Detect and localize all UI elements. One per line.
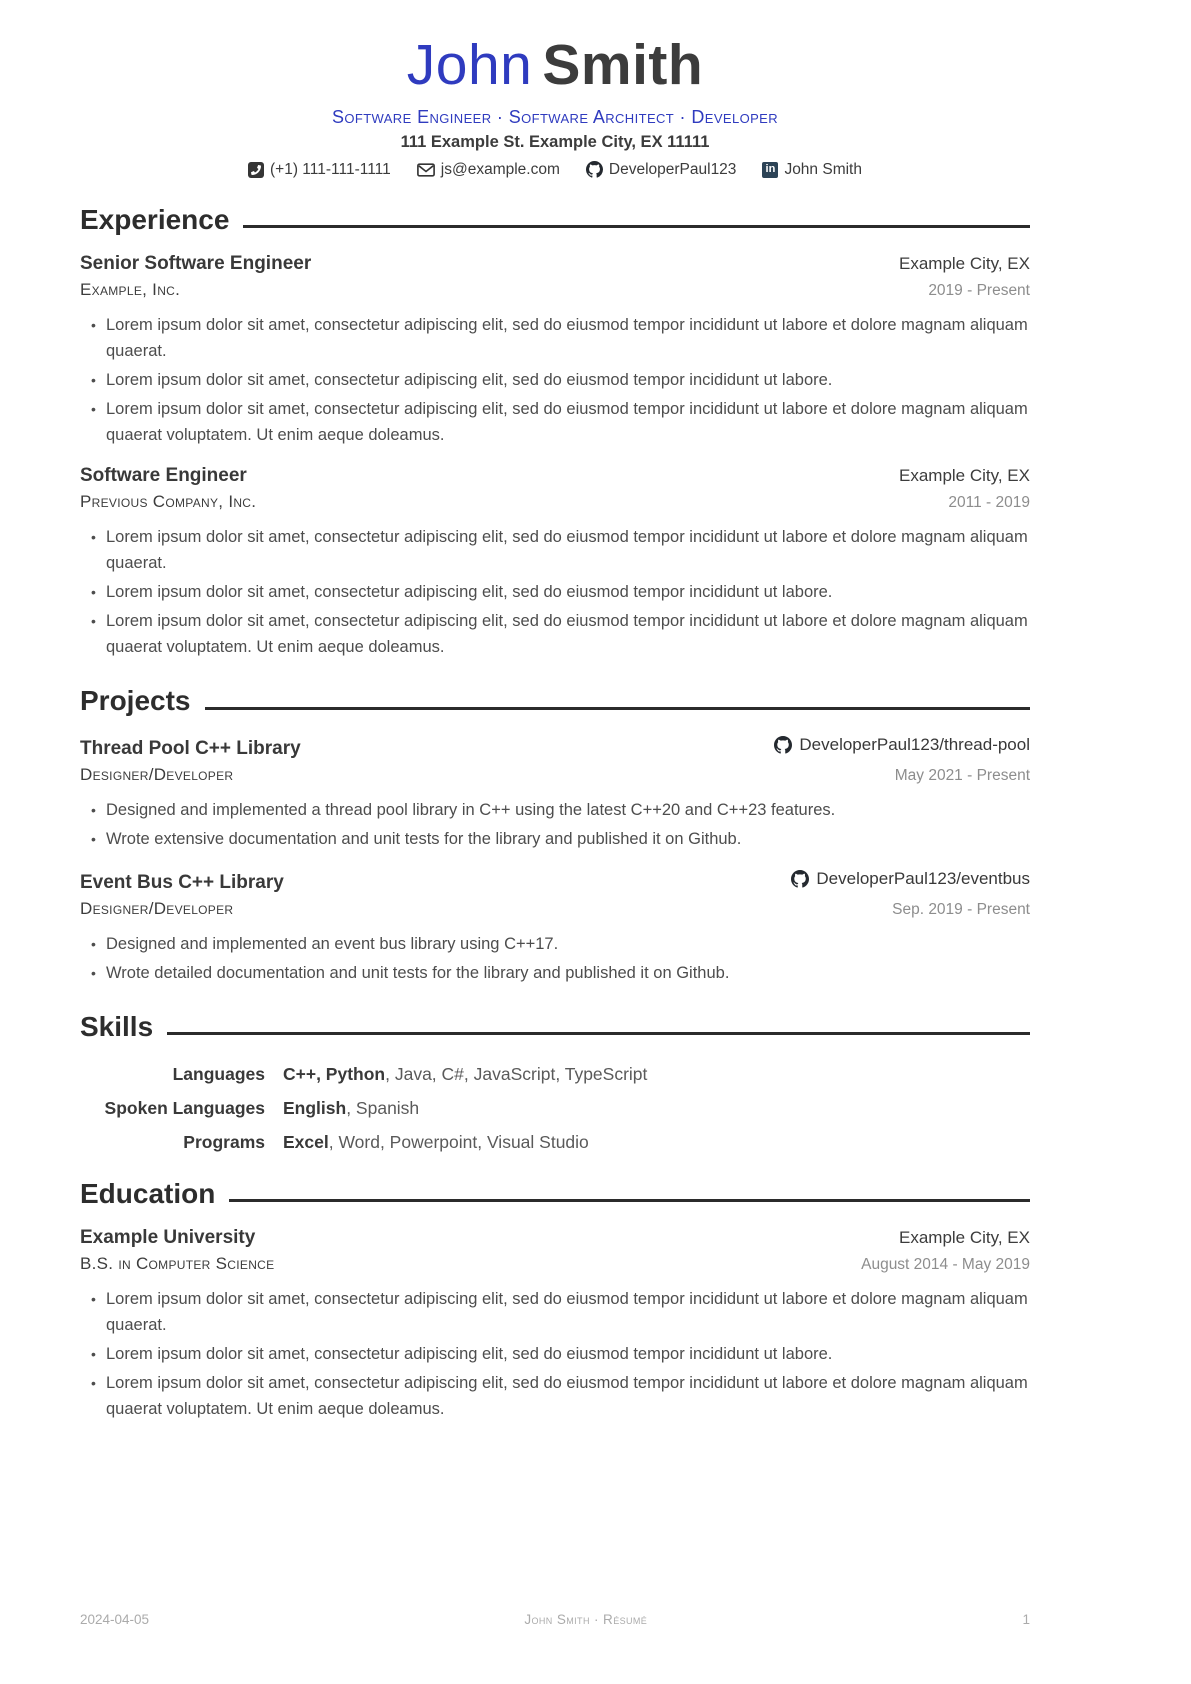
- phone-link[interactable]: [248, 161, 391, 179]
- section-header: [80, 684, 1030, 718]
- bullet-item: • Designed and implemented an event bus library using C++17.: [106, 931, 1030, 957]
- address-line: 111 Example St. Example City, EX 11111: [400, 132, 710, 151]
- job-bullets: [80, 312, 1030, 448]
- skills-table: [80, 1064, 1030, 1153]
- bullet-item: • Wrote detailed documentation and unit tests for the library and published it on Github.: [106, 960, 1030, 986]
- phone-number: (+1) 111-111-1111: [270, 160, 391, 178]
- section-experience: [80, 203, 1030, 661]
- bullet-item: • Lorem ipsum dolor sit amet, consectetur adipiscing elit, sed do eiusmod tempor incididunt ut labore et dolore magnam aliquam quaerat voluptatem. Ut enim aeque doleamus.: [106, 608, 1030, 660]
- job-location: Example City, EX: [898, 254, 1030, 274]
- phone-icon: [248, 162, 264, 178]
- degree: B.S. in Computer Science: [80, 1254, 275, 1274]
- skill-primary: C++, Python: [283, 1063, 386, 1084]
- github-icon: [791, 870, 809, 888]
- skill-primary: Excel: [283, 1131, 329, 1152]
- bullet-item: • Lorem ipsum dolor sit amet, consectetur adipiscing elit, sed do eiusmod tempor incididunt ut labore et dolore magnam aliquam quaerat.: [106, 524, 1030, 576]
- section-education: [80, 1177, 1030, 1423]
- education-entry: [80, 1227, 1030, 1422]
- school-location: Example City, EX: [898, 1228, 1030, 1248]
- resume-header: [80, 34, 1030, 179]
- skill-primary: English: [283, 1097, 347, 1118]
- project-bullets: [80, 931, 1030, 986]
- project-title: Thread Pool C++ Library: [80, 738, 301, 760]
- section-rule: [167, 1032, 1030, 1035]
- job-title: Software Engineer: [80, 465, 247, 487]
- repo-link[interactable]: [791, 869, 1030, 889]
- job-dates: 2011 - 2019: [948, 494, 1030, 512]
- section-rule: [205, 707, 1031, 710]
- tagline: Software Engineer · Software Architect · Developer: [331, 106, 779, 127]
- email-address: js@example.com: [440, 160, 560, 178]
- skill-secondary: , Java, C#, JavaScript, TypeScript: [385, 1063, 648, 1084]
- project-title: Event Bus C++ Library: [80, 872, 284, 894]
- project-entry: [80, 735, 1030, 852]
- first-name: John: [406, 33, 533, 97]
- project-role: Designer/Developer: [80, 765, 234, 785]
- job-title: Senior Software Engineer: [80, 253, 312, 275]
- school-name: Example University: [80, 1227, 256, 1249]
- last-name: Smith: [542, 33, 704, 97]
- skill-value: [283, 1132, 1030, 1153]
- skill-secondary: , Spanish: [346, 1097, 420, 1118]
- skill-label: Programs: [183, 1131, 265, 1152]
- bullet-item: • Wrote extensive documentation and unit tests for the library and published it on Github.: [106, 826, 1030, 852]
- contact-row: [80, 161, 1030, 179]
- footer-page-number: 1: [1022, 1612, 1030, 1627]
- skill-value: [283, 1064, 1030, 1085]
- company-name: Previous Company, Inc.: [80, 492, 257, 512]
- experience-entry: [80, 253, 1030, 448]
- github-icon: [774, 736, 792, 754]
- job-dates: 2019 - Present: [928, 282, 1030, 300]
- bullet-item: • Lorem ipsum dolor sit amet, consectetur adipiscing elit, sed do eiusmod tempor incididunt ut labore et dolore magnam aliquam quaerat voluptatem. Ut enim aeque doleamus.: [106, 1370, 1030, 1422]
- skill-label: Languages: [172, 1063, 265, 1084]
- section-header: [80, 203, 1030, 237]
- section-header: [80, 1177, 1030, 1211]
- section-header: [80, 1010, 1030, 1044]
- bullet-item: • Lorem ipsum dolor sit amet, consectetur adipiscing elit, sed do eiusmod tempor incididunt ut labore.: [106, 1341, 1030, 1367]
- section-rule: [229, 1199, 1030, 1202]
- skill-label: Spoken Languages: [104, 1097, 265, 1118]
- github-icon: [586, 161, 603, 178]
- bullet-item: • Lorem ipsum dolor sit amet, consectetur adipiscing elit, sed do eiusmod tempor incididunt ut labore.: [106, 579, 1030, 605]
- bullet-item: • Lorem ipsum dolor sit amet, consectetur adipiscing elit, sed do eiusmod tempor incididunt ut labore et dolore magnam aliquam quaerat.: [106, 312, 1030, 364]
- repo-name: DeveloperPaul123/eventbus: [816, 869, 1030, 889]
- project-bullets: [80, 797, 1030, 852]
- bullet-item: • Lorem ipsum dolor sit amet, consectetur adipiscing elit, sed do eiusmod tempor incididunt ut labore et dolore magnam aliquam quaerat.: [106, 1286, 1030, 1338]
- section-title-education: Education: [80, 1177, 216, 1209]
- project-dates: Sep. 2019 - Present: [892, 901, 1030, 919]
- education-bullets: [80, 1286, 1030, 1422]
- github-username: DeveloperPaul123: [608, 160, 737, 178]
- bullet-item: • Lorem ipsum dolor sit amet, consectetur adipiscing elit, sed do eiusmod tempor incididunt ut labore et dolore magnam aliquam quaerat voluptatem. Ut enim aeque doleamus.: [106, 396, 1030, 448]
- job-location: Example City, EX: [898, 466, 1030, 486]
- linkedin-name: John Smith: [784, 160, 862, 178]
- section-projects: [80, 684, 1030, 986]
- github-profile-link[interactable]: [586, 161, 737, 179]
- email-icon: [417, 163, 435, 177]
- section-rule: [243, 225, 1030, 228]
- project-role: Designer/Developer: [80, 899, 234, 919]
- skill-value: [283, 1098, 1030, 1119]
- job-bullets: [80, 524, 1030, 660]
- footer-date: 2024-04-05: [80, 1612, 150, 1627]
- project-entry: [80, 869, 1030, 986]
- project-dates: May 2021 - Present: [894, 767, 1030, 785]
- section-title-skills: Skills: [80, 1011, 154, 1043]
- section-title-experience: Experience: [80, 203, 230, 235]
- experience-entry: [80, 465, 1030, 660]
- section-title-projects: Projects: [80, 685, 191, 717]
- repo-link[interactable]: [774, 735, 1030, 755]
- email-link[interactable]: [417, 161, 560, 179]
- full-name: [80, 34, 1030, 98]
- footer-title: John Smith · Résumé: [524, 1612, 648, 1627]
- bullet-item: • Designed and implemented a thread pool library in C++ using the latest C++20 and C++23 features.: [106, 797, 1030, 823]
- company-name: Example, Inc.: [80, 280, 181, 300]
- bullet-item: • Lorem ipsum dolor sit amet, consectetur adipiscing elit, sed do eiusmod tempor incididunt ut labore.: [106, 367, 1030, 393]
- page-footer: [80, 1612, 1030, 1627]
- repo-name: DeveloperPaul123/thread-pool: [799, 735, 1030, 755]
- education-dates: August 2014 - May 2019: [861, 1256, 1030, 1274]
- linkedin-icon: in: [762, 162, 778, 178]
- section-skills: [80, 1010, 1030, 1153]
- skill-secondary: , Word, Powerpoint, Visual Studio: [328, 1131, 589, 1152]
- linkedin-link[interactable]: [762, 161, 862, 179]
